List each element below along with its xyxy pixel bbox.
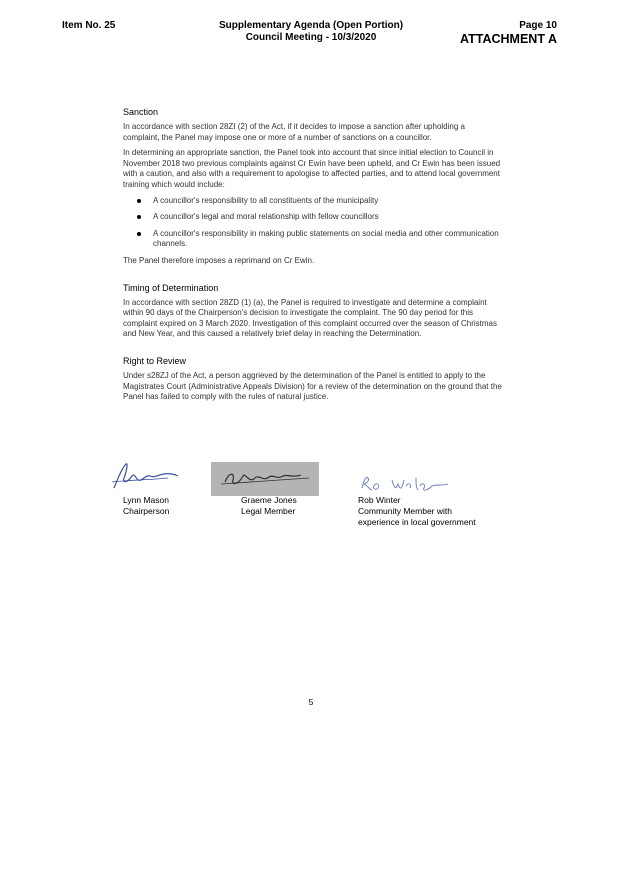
page-info — [460, 20, 557, 46]
signature-rob-winter-icon — [358, 472, 458, 496]
list-item: A councillor's legal and moral relationship with fellow councillors — [123, 212, 503, 223]
bullet-icon — [137, 215, 141, 219]
timing-heading: Timing of Determination — [123, 282, 219, 293]
signatory-rob-winter — [358, 495, 476, 528]
list-item: A councillor's responsibility to all constituents of the municipality — [123, 196, 503, 207]
signatory-role: Community Member with — [358, 506, 452, 516]
page-number: 5 — [308, 697, 314, 707]
review-paragraph: Under s28ZJ of the Act, a person aggrieved by the determination of the Panel is entitled to apply to the Magistrates Court (Administrative Appeals Division) for a review of the determination on the ground that the Panel has failed to comply with the rules of natural justice. — [123, 370, 502, 402]
bullet-icon — [137, 199, 141, 203]
training-list — [123, 196, 503, 250]
signatory-name: Graeme Jones — [241, 495, 297, 505]
signatory-lynn-mason — [123, 495, 169, 517]
signatory-graeme-jones — [241, 495, 297, 517]
signature-block — [0, 458, 622, 528]
signatory-role: Chairperson — [123, 506, 170, 516]
attachment-label: ATTACHMENT A — [460, 32, 557, 46]
signatory-name: Rob Winter — [358, 495, 401, 505]
sanction-heading: Sanction — [123, 107, 159, 117]
signatory-name: Lynn Mason — [123, 495, 169, 505]
signature-graeme-jones-icon — [211, 462, 319, 496]
timing-paragraph: In accordance with section 28ZD (1) (a), the Panel is required to investigate and determine a complaint within 90 days of the Chairperson's decision to investigate the complaint. The 90 day period for this complaint expired on 3 March 2020. Investigation of this complaint occurred over the season of Christmas and New Year, and this caused a relatively brief delay in reaching the Determination. — [123, 297, 497, 339]
item-number: Item No. 25 — [62, 20, 116, 31]
sanction-paragraph-2: In determining an appropriate sanction, the Panel took into account that since initial election to Council in November 2018 two previous complaints against Cr Ewin have been upheld, and Cr Ewin has been issued with a caution, and also with a requirement to apologise to affected parties, and to attend local government training which would include: — [123, 148, 501, 189]
signatory-role-2: experience in local government — [358, 517, 476, 527]
list-item: A councillor's responsibility in making public statements on social media and other communication channels. — [123, 229, 503, 250]
review-heading: Right to Review — [123, 355, 187, 366]
agenda-title-line2: Council Meeting - 10/3/2020 — [245, 32, 377, 43]
signature-lynn-mason-icon — [108, 458, 180, 494]
agenda-title-line1: Supplementary Agenda (Open Portion) — [218, 20, 404, 31]
page-label: Page 10 — [519, 20, 557, 31]
sanction-paragraph-1: In accordance with section 28ZI (2) of the Act, if it decides to impose a sanction after upholding a complaint, the Panel may impose one or more of a number of sanctions on a councillor. — [123, 122, 465, 142]
sanction-conclusion: The Panel therefore imposes a reprimand on Cr Ewin. — [123, 255, 315, 265]
bullet-icon — [137, 232, 141, 236]
document-body — [123, 107, 503, 408]
signatory-role: Legal Member — [241, 506, 296, 516]
